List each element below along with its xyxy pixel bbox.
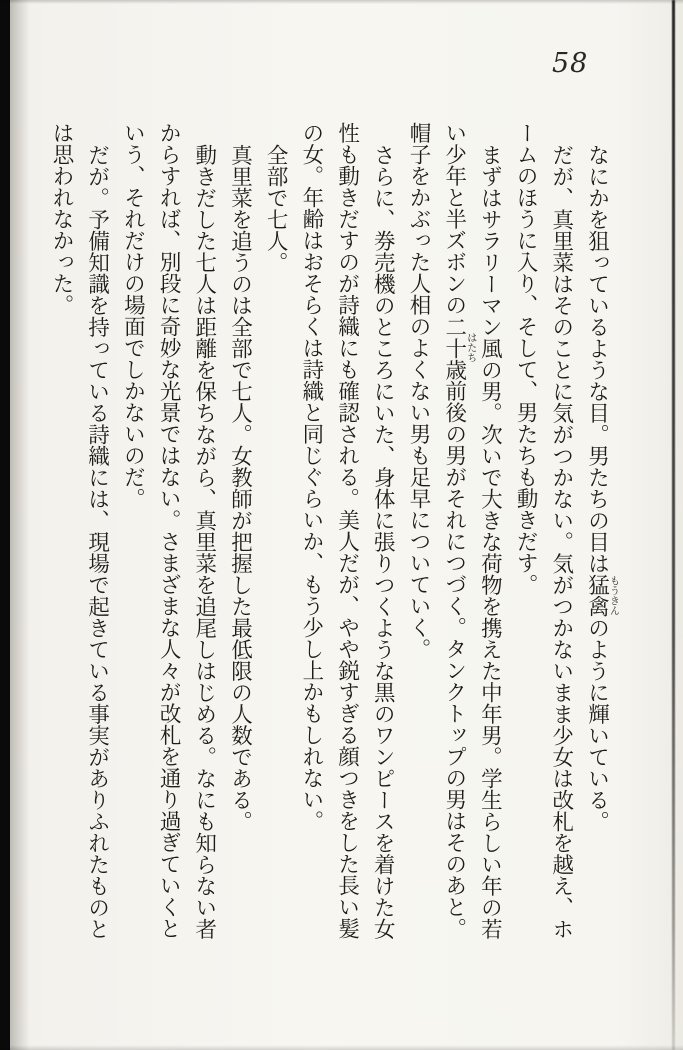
paragraph: 全部で七人。 xyxy=(263,143,289,273)
page-edge-line xyxy=(672,0,675,1050)
furigana-ruby: 猛禽もうきん xyxy=(584,573,619,617)
paragraph: なにかを狙っているような目。男たちの目は猛禽もうきんのように輝いている。 xyxy=(584,143,619,832)
scan-left-edge-shadow xyxy=(10,0,30,1050)
paragraph: まずはサラリーマン風の男。次いで大きな荷物を携えた中年男。学生らしい年の若い少年と半ズボンの二十歳はたち前後の男がそれにつづく。タンクトップの男はそのあと。帽子をかぶった人相のよくない男も足早についていく。 xyxy=(405,122,503,939)
scan-top-shadow xyxy=(0,0,683,4)
furigana-ruby: 二十歳はたち xyxy=(441,315,476,380)
body-text xyxy=(40,122,618,942)
paragraph: さらに、券売機のところにいた、身体に張りつくような黒のワンピースを着けた女性も動きだすのが詩織にも確認される。美人だが、やや鋭すぎる顔つきをした長い髪の女。年齢はおそらくは詩織と同じぐらいか、もう少し上かもしれない。 xyxy=(298,122,396,939)
paragraph: だが。予備知識を持っている詩織には、現場で起きている事実がありふれたものとは思われなかった。 xyxy=(48,122,110,939)
scan-bottom-shadow xyxy=(0,1045,683,1050)
paragraph: 真里菜を追うのは全部で七人。女教師が把握した最低限の人数である。 xyxy=(227,143,253,832)
page-number: 58 xyxy=(552,48,589,79)
paragraph: 動きだした七人は距離を保ちながら、真里菜を追尾しはじめる。なにも知らない者からすれば、別段に奇妙な光景ではない。さまざまな人々が改札を通り過ぎていくという、それだけの場面でしかないのだ。 xyxy=(120,122,217,939)
paragraph: だが、真里菜はそのことに気がつかない。気がつかないまま少女は改札を越え、ホームのほうに入り、そして、男たちも動きだす。 xyxy=(513,122,574,939)
scan-left-edge-band xyxy=(0,0,10,1050)
